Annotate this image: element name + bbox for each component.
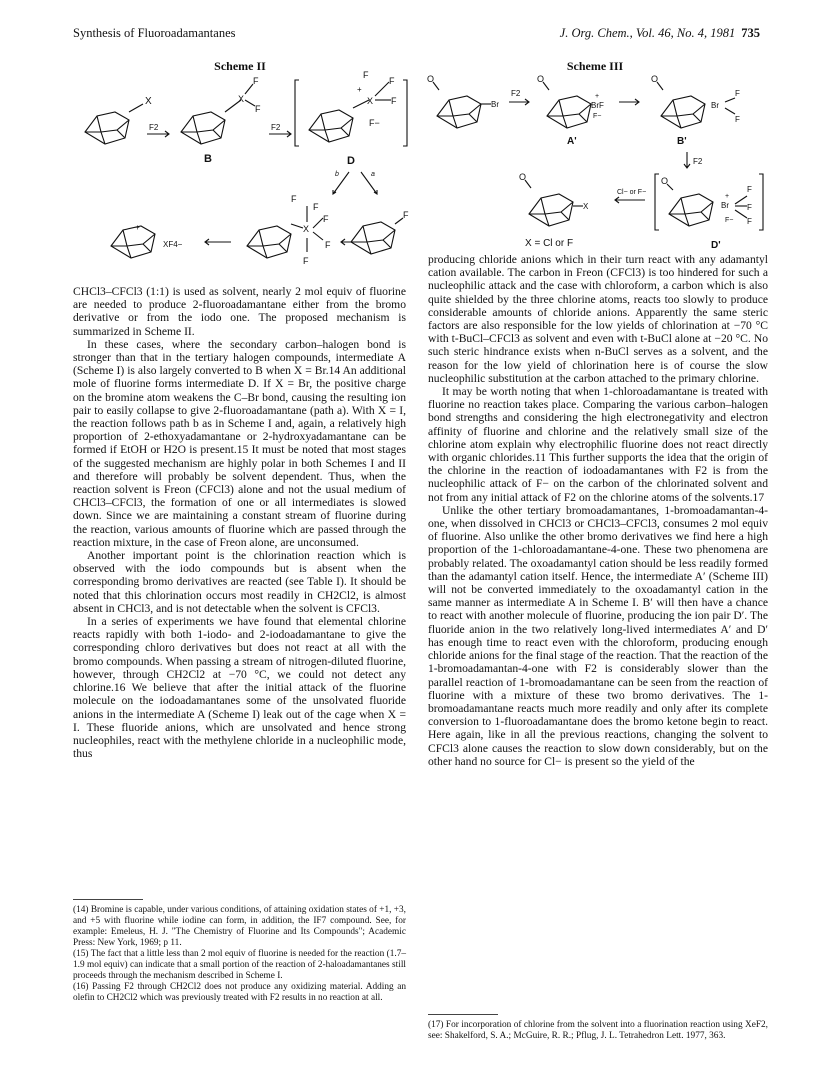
atom-label: X bbox=[583, 202, 589, 211]
atom-label: F bbox=[735, 89, 740, 98]
adamantane-structure bbox=[437, 96, 481, 128]
adamantane-structure bbox=[351, 222, 395, 254]
atom-label: O bbox=[519, 172, 527, 182]
bond-line bbox=[543, 82, 549, 90]
adamantane-structure bbox=[309, 110, 353, 142]
scheme-ii-diagram bbox=[73, 72, 413, 272]
reaction-arrow bbox=[615, 197, 645, 203]
bond-line bbox=[525, 180, 531, 188]
atom-label: F bbox=[323, 214, 329, 224]
journal-citation bbox=[560, 26, 760, 41]
atom-label: O bbox=[537, 74, 545, 84]
atom-label: F bbox=[255, 104, 261, 114]
paragraph: producing chloride anions which in their turn react with any adamantyl cation available. The carbon in Freon (CFCl3) is too hindered for such a nucleophilic attack and the case with chloroform, a carbon which is also quite shielded by the three chlorine atoms, reacts too slowly to produce considerable amounts of chloride anions. Apparently the same steric factors are also responsible for the low yields of chlorination at −70 °C with t-BuCl–CFCl3 as solvent and even with t-BuCl alone at −20 °C. No such steric hindrance exists when n-BuCl serves as a solvent, and the reason for the low yield of chlorination here is of course the slow nucleophilic substitution at the carbon attached to the primary chlorine. bbox=[428, 253, 768, 385]
atom-label: F bbox=[747, 203, 752, 212]
reaction-arrow bbox=[619, 99, 639, 105]
anion-label: XF4− bbox=[163, 240, 183, 249]
bond-line bbox=[395, 218, 403, 224]
footnote: (16) Passing F2 through CH2Cl2 does not produce any oxidizing material. Adding an olefin to CH2Cl2 which was previously treated with F2 results in no reaction at all. bbox=[73, 982, 406, 1003]
footnote-rule bbox=[73, 899, 143, 900]
anion-label: F− bbox=[369, 118, 380, 128]
anion-label: F− bbox=[725, 217, 734, 224]
scheme-ii-title: Scheme II bbox=[214, 59, 266, 73]
bond-line bbox=[725, 98, 735, 102]
running-title: Synthesis of Fluoroadamantanes bbox=[73, 26, 236, 40]
reagent-label: F2 bbox=[693, 157, 703, 166]
reagent-label: Cl− or F− bbox=[617, 189, 647, 196]
bond-line bbox=[735, 196, 747, 204]
adamantane-structure bbox=[529, 194, 573, 226]
atom-label: O bbox=[661, 176, 669, 186]
left-column bbox=[73, 285, 406, 760]
compound-label-b-prime: B' bbox=[677, 136, 687, 147]
charge-label: + bbox=[595, 93, 600, 100]
reagent-label: F2 bbox=[271, 123, 281, 132]
atom-label: F bbox=[403, 210, 409, 220]
reagent-label: F2 bbox=[149, 123, 159, 132]
atom-label: Br bbox=[721, 201, 729, 210]
paragraph: Another important point is the chlorination reaction which is observed with the iodo compounds but is absent when the corresponding bromo derivatives are reacted (see Table I). It should be noted that this chlorination occurs most readily in CH2Cl2, is almost absent in CHCl3, and is not detectable when the solvent is CFCl3. bbox=[73, 549, 406, 615]
bond-line bbox=[313, 232, 323, 240]
atom-label: F bbox=[291, 194, 297, 204]
paragraph: Unlike the other tertiary bromoadamantanes, 1-bromoadamantan-4-one, when dissolved in CHCl3 or CHCl3–CFCl3, consumes 2 mol equiv of fluorine. Also unlike the other bromo derivatives we find here a high proportion of the 1-chloroadamantane-4-one. These two phenomena are probably related. The oxoadamantyl cation should be less readily formed than the adamantyl cation itself. Hence, the intermediate A′ (Scheme III) will not be converted immediately to the oxoadamantyl cation in the same manner as intermediate A in Scheme I. B′ will then have a chance to react with another molecule of fluorine, producing the ion pair D′. The fluoride anion in the two relatively long-lived intermediates A′ and D′ has enough time to react even with the chloroform, producing enough chloride anions for the final stage of the reaction. That the reaction of the 1-bromoadamantan-4-one with F2 is considerably slower than the parallel reaction of 1-bromoadamantane can be seen from the reaction of fluorine with a mixture of these two bromo derivatives. The 1-bromoadamantane reacts much more readily and only after its complete conversion to 1-fluoroadamantane does the bromo ketone begin to react. Here again, like in all the previous reactions, changing the solvent to CFCl3 alone causes the reaction to slow down considerably, but on the other hand no source for Cl− is present so the yield of the bbox=[428, 503, 768, 768]
atom-label: O bbox=[427, 74, 435, 84]
adamantane-structure bbox=[247, 226, 291, 258]
substituent-note: X = Cl or F bbox=[525, 238, 574, 249]
adamantane-structure bbox=[85, 112, 129, 144]
charge-label: + bbox=[135, 223, 140, 232]
paragraph: In these cases, where the secondary carbon–halogen bond is stronger than that in the tertiary halogen compounds, intermediate A (Scheme I) is also largely converted to B when X = Br.14 An additional mole of fluorine forms intermediate D. If X = Br, the positive charge on the bromine atom weakens the C–Br bond, causing the resulting ion pair to easily collapse to give 2-fluoroadamantane (path a). With X = I, the reaction follows path b as in Scheme I and, again, a relatively high proportion of 2-ethoxyadamantane or 2-hydroxyadamantane can be formed if EtOH or H2O is present.15 It must be noted that most stages of the suggested mechanism are highly polar in both Schemes I and II and therefore will probably be solvent dependent. Thus, when the reaction solvent is Freon (CFCl3) alone and not the usual medium of CHCl3–CFCl3, the formation of one or all intermediates is slowed down. Since we are maintaining a constant stream of fluorine during the reaction, various amounts of fluorine which are passed through the reaction mixture, in the case of Freon alone, are unconsumed. bbox=[73, 337, 406, 549]
charge-label: + bbox=[357, 85, 362, 94]
atom-label: X bbox=[367, 96, 374, 106]
compound-label-a-prime: A' bbox=[567, 136, 577, 147]
atom-label: F bbox=[391, 96, 397, 106]
footnotes-left bbox=[73, 905, 406, 1004]
bond-line bbox=[433, 82, 439, 90]
atom-label: F bbox=[747, 217, 752, 226]
bond-line bbox=[313, 218, 323, 228]
footnote: (17) For incorporation of chlorine from the solvent into a fluorination reaction using XeF2, see: Shakelford, S. A.; McGuire, R. R.; Pflug, J. L. Tetrahedron Lett. 1977, 363. bbox=[428, 1020, 768, 1041]
scheme-iii-title: Scheme III bbox=[566, 59, 624, 73]
compound-label-d: D bbox=[347, 155, 355, 167]
path-label-b: b bbox=[335, 171, 339, 178]
atom-label: Br bbox=[711, 101, 719, 110]
reaction-arrow bbox=[205, 239, 231, 245]
adamantane-structure bbox=[111, 226, 155, 258]
bond-line bbox=[667, 184, 673, 190]
path-label-a: a bbox=[371, 171, 375, 178]
reagent-label: F2 bbox=[511, 89, 521, 98]
reaction-arrow bbox=[684, 152, 690, 168]
adamantane-structure bbox=[181, 112, 225, 144]
page-number: 735 bbox=[741, 26, 760, 40]
atom-label: X bbox=[238, 94, 245, 104]
bond-line bbox=[735, 210, 747, 218]
atom-label: F bbox=[363, 70, 369, 80]
charge-label: + bbox=[725, 193, 730, 200]
bond-line bbox=[657, 82, 663, 90]
compound-label-d-prime: D' bbox=[711, 240, 721, 251]
atom-label: F bbox=[325, 240, 331, 250]
footnote-rule bbox=[428, 1014, 498, 1015]
paragraph: CHCl3–CFCl3 (1:1) is used as solvent, nearly 2 mol equiv of fluorine are needed to produce 2-fluoroadamantane either from the bromo derivative or from the iodo one. The proposed mechanism is summarized in Scheme II. bbox=[73, 285, 406, 338]
atom-label: F bbox=[303, 256, 309, 266]
bond-line bbox=[245, 100, 255, 106]
journal-reference: J. Org. Chem., Vol. 46, No. 4, 1981 bbox=[559, 26, 736, 40]
reaction-arrow bbox=[509, 99, 529, 105]
atom-label: O bbox=[651, 74, 659, 84]
footnotes-right bbox=[428, 1020, 768, 1042]
atom-label: F bbox=[253, 76, 259, 86]
bond-line bbox=[291, 224, 303, 228]
adamantane-structure bbox=[547, 96, 591, 128]
atom-label: X bbox=[303, 224, 310, 234]
scheme-iii-diagram bbox=[425, 70, 775, 250]
compound-label-b: B bbox=[204, 153, 212, 165]
bond-line bbox=[245, 84, 253, 94]
footnote: (15) The fact that a little less than 2 mol equiv of fluorine is needed for the reaction (1.7–1.9 mol equiv) can indicate that a small portion of the reaction of 2-haloadamantanes still proceeds through the mechanism described in Scheme I. bbox=[73, 949, 406, 981]
paragraph: In a series of experiments we have found that elemental chlorine reacts rapidly with both 1-iodo- and 2-iodoadamantane to give the corresponding chloro derivatives but does not react at all with the bromo compounds. When passing a stream of nitrogen-diluted fluorine, however, through CH2Cl2 at −70 °C, we could not detect any chlorine.16 We believe that after the initial attack of the fluorine molecule on the iodoadamantanes some of the unsolvated fluoride anions in the intermediate A (Scheme I) leak out of the cage when X = I. These fluoride anions, which are unsolvated and hence strong nucleophiles, react with the methylene chloride in a nucleophilic mode, thus bbox=[73, 615, 406, 761]
atom-label: F bbox=[747, 185, 752, 194]
right-column bbox=[428, 253, 768, 768]
paragraph: It may be worth noting that when 1-chloroadamantane is treated with fluorine no reaction takes place. Comparing the various carbon–halogen bond strengths and considering the high electronegativity and electron affinity of fluorine and chlorine and the relatively small size of the chlorine atom explain why electrophilic fluorine does not react directly with organic chlorides.11 This further supports the idea that the origin of the chlorine in the reaction of iodoadamantanes with F2 is from the nucleophilic attack of F− on the carbon of the chlorinated solvent and not from any initial attack of F2 on the chlorine atoms of the solvents.17 bbox=[428, 385, 768, 504]
footnote: (14) Bromine is capable, under various conditions, of attaining oxidation states of +1, +3, and +5 with fluorine while iodine can form, in addition, the IF7 compound. See, for example: Emeleus, H. J. "The Chemistry of Fluorine and Its Compounds"; Academic Press: New York, 1969; p 11. bbox=[73, 905, 406, 948]
atom-label: X bbox=[145, 96, 152, 107]
atom-label: BrF bbox=[591, 101, 604, 110]
adamantane-structure bbox=[661, 96, 705, 128]
intermediate-bracket bbox=[295, 80, 407, 146]
anion-label: F− bbox=[593, 113, 602, 120]
page-header bbox=[73, 26, 760, 44]
atom-label: Br bbox=[491, 100, 499, 109]
adamantane-structure bbox=[669, 194, 713, 226]
atom-label: F bbox=[313, 202, 319, 212]
atom-label: F bbox=[735, 115, 740, 124]
bond-line bbox=[129, 104, 143, 112]
atom-label: F bbox=[389, 76, 395, 86]
bond-line bbox=[725, 108, 735, 114]
bond-line bbox=[375, 82, 389, 96]
